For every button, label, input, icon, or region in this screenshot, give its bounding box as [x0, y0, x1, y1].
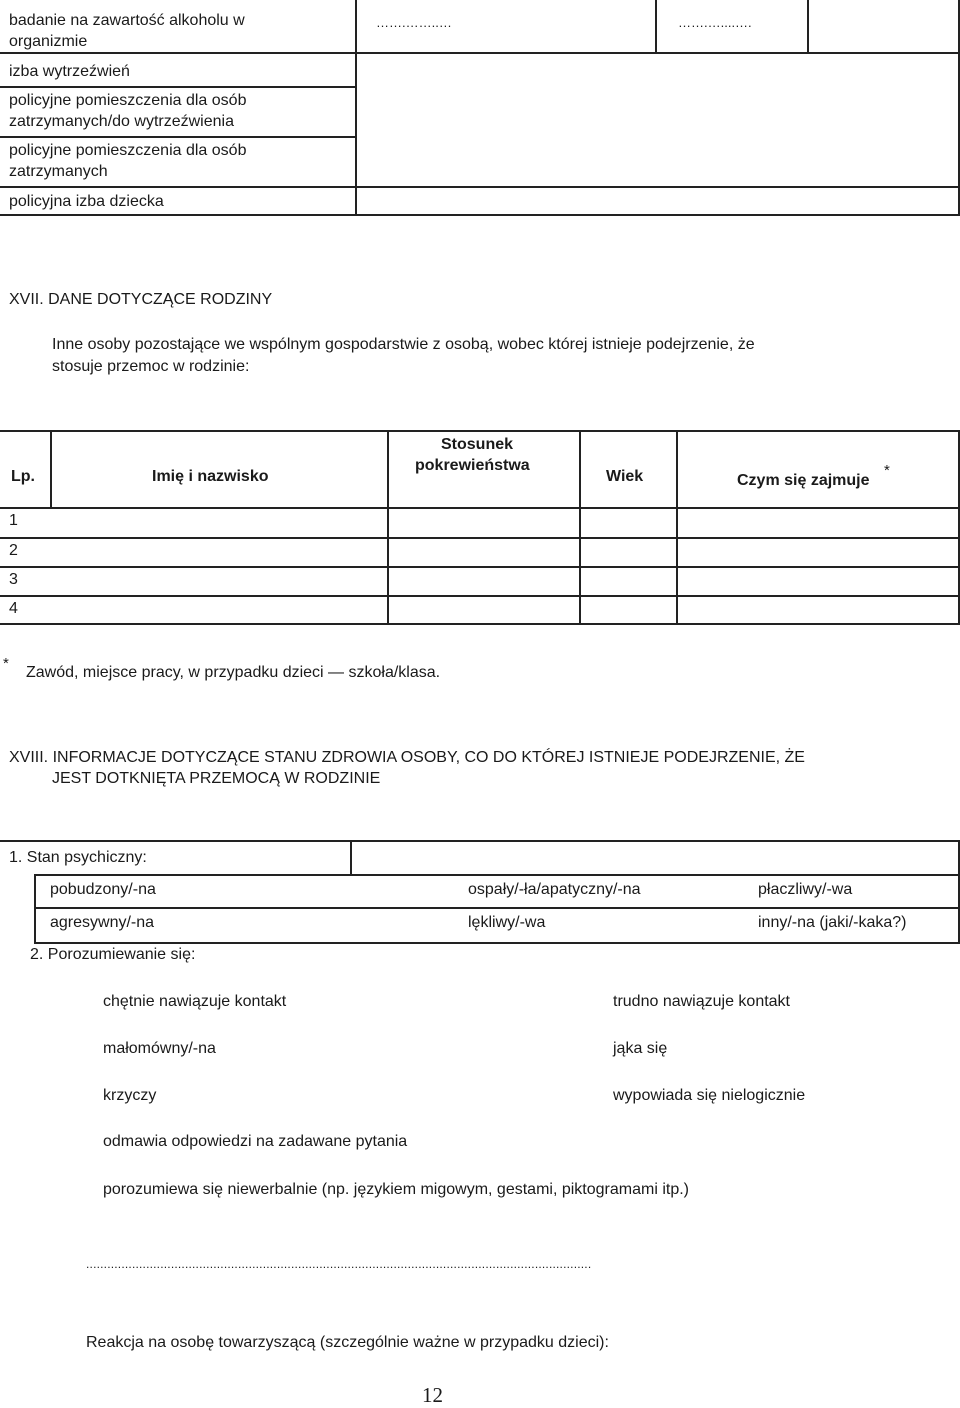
row-number: 3: [9, 571, 18, 588]
table-divider: [579, 430, 581, 624]
option-label[interactable]: ospały/-ła/apatyczny/-na: [468, 881, 641, 898]
table-divider: [807, 0, 809, 52]
header-relation: Stosunek: [441, 436, 514, 453]
row-text: organizmie: [9, 33, 88, 50]
row-text: policyjne pomieszczenia dla osób: [9, 92, 247, 109]
table-row: [9, 61, 130, 82]
reaction-label: Reakcja na osobę towarzyszącą (szczególnie ważne w przypadku dzieci):: [86, 1334, 609, 1351]
row-number: 2: [9, 542, 18, 559]
table-divider: [355, 0, 357, 215]
table-row: [9, 140, 246, 182]
table-divider: [0, 840, 960, 842]
section-heading: XVII. DANE DOTYCZĄCE RODZINY: [9, 291, 273, 308]
table-divider: [0, 566, 960, 568]
option-label[interactable]: odmawia odpowiedzi na zadawane pytania: [103, 1133, 408, 1150]
footnote-mark: *: [3, 655, 9, 672]
table-divider: [958, 0, 960, 215]
option-label[interactable]: krzyczy: [103, 1087, 157, 1104]
dotted-line[interactable]: ...............................................................................................................................................: [86, 1257, 592, 1271]
option-label[interactable]: porozumiewa się niewerbalnie (np. językiem migowym, gestami, piktogramami itp.): [103, 1181, 689, 1198]
option-label[interactable]: jąka się: [613, 1040, 668, 1057]
table-divider: [34, 907, 960, 909]
option-label[interactable]: trudno nawiązuje kontakt: [613, 993, 790, 1010]
row-text: badanie na zawartość alkoholu w: [9, 12, 245, 29]
table-divider: [0, 507, 960, 509]
option-label[interactable]: małomówny/-na: [103, 1040, 216, 1057]
header-name: Imię i nazwisko: [152, 468, 269, 485]
table-divider: [0, 430, 960, 432]
option-label[interactable]: wypowiada się nielogicznie: [613, 1087, 806, 1104]
table-divider: [655, 0, 657, 52]
table-divider: [387, 430, 389, 624]
section-heading: XVIII. INFORMACJE DOTYCZĄCE STANU ZDROWIA OSOBY, CO DO KTÓREJ ISTNIEJE PODEJRZENIE, ŻE: [9, 749, 805, 766]
table-row: [9, 90, 246, 132]
table-divider: [0, 595, 960, 597]
table-divider: [34, 942, 960, 944]
option-label[interactable]: płaczliwy/-wa: [758, 881, 853, 898]
option-label[interactable]: agresywny/-na: [50, 914, 155, 931]
table-divider: [34, 874, 960, 876]
header-lp: Lp.: [11, 468, 35, 485]
table-divider: [0, 623, 960, 625]
header-age: Wiek: [606, 468, 644, 485]
option-label[interactable]: inny/-na (jaki/-kaka?): [758, 914, 907, 931]
table-divider: [0, 86, 357, 88]
asterisk: *: [884, 462, 890, 479]
footnote: Zawód, miejsce pracy, w przypadku dzieci — szkoła/klasa.: [26, 664, 441, 681]
table-divider: [0, 214, 960, 216]
header-occupation: Czym się zajmuje: [737, 472, 870, 489]
intro-text: stosuje przemoc w rodzinie:: [52, 358, 250, 375]
table-divider: [350, 840, 352, 875]
row-number: 4: [9, 600, 18, 617]
row-text: policyjne pomieszczenia dla osób: [9, 142, 247, 159]
row-text: policyjna izba dziecka: [9, 193, 164, 210]
table-row: [9, 10, 245, 52]
row-text: zatrzymanych: [9, 163, 108, 180]
page-number: 12: [422, 1383, 443, 1407]
table-divider: [0, 186, 960, 188]
option-label[interactable]: lękliwy/-wa: [468, 914, 546, 931]
table-divider: [676, 430, 678, 624]
table-divider: [50, 430, 52, 508]
option-label[interactable]: chętnie nawiązuje kontakt: [103, 993, 287, 1010]
row-text: izba wytrzeźwień: [9, 63, 130, 80]
table-divider: [958, 430, 960, 624]
table-divider: [0, 136, 357, 138]
section-heading: JEST DOTKNIĘTA PRZEMOCĄ W RODZINIE: [52, 770, 381, 787]
table-divider: [0, 52, 960, 54]
psych-label: 1. Stan psychiczny:: [9, 849, 147, 866]
table-divider: [0, 537, 960, 539]
communication-label: 2. Porozumiewanie się:: [30, 946, 196, 963]
table-row: [9, 191, 164, 212]
table-divider: [34, 874, 36, 943]
option-label[interactable]: pobudzony/-na: [50, 881, 156, 898]
fill-in-dots[interactable]: …….…....….: [678, 15, 752, 30]
intro-text: Inne osoby pozostające we wspólnym gospodarstwie z osobą, wobec której istnieje podejrzenie, że: [52, 336, 755, 353]
header-relation: pokrewieństwa: [415, 457, 530, 474]
row-number: 1: [9, 512, 18, 529]
fill-in-dots[interactable]: …….……..…: [376, 15, 452, 30]
table-divider: [958, 840, 960, 943]
row-text: zatrzymanych/do wytrzeźwienia: [9, 113, 234, 130]
